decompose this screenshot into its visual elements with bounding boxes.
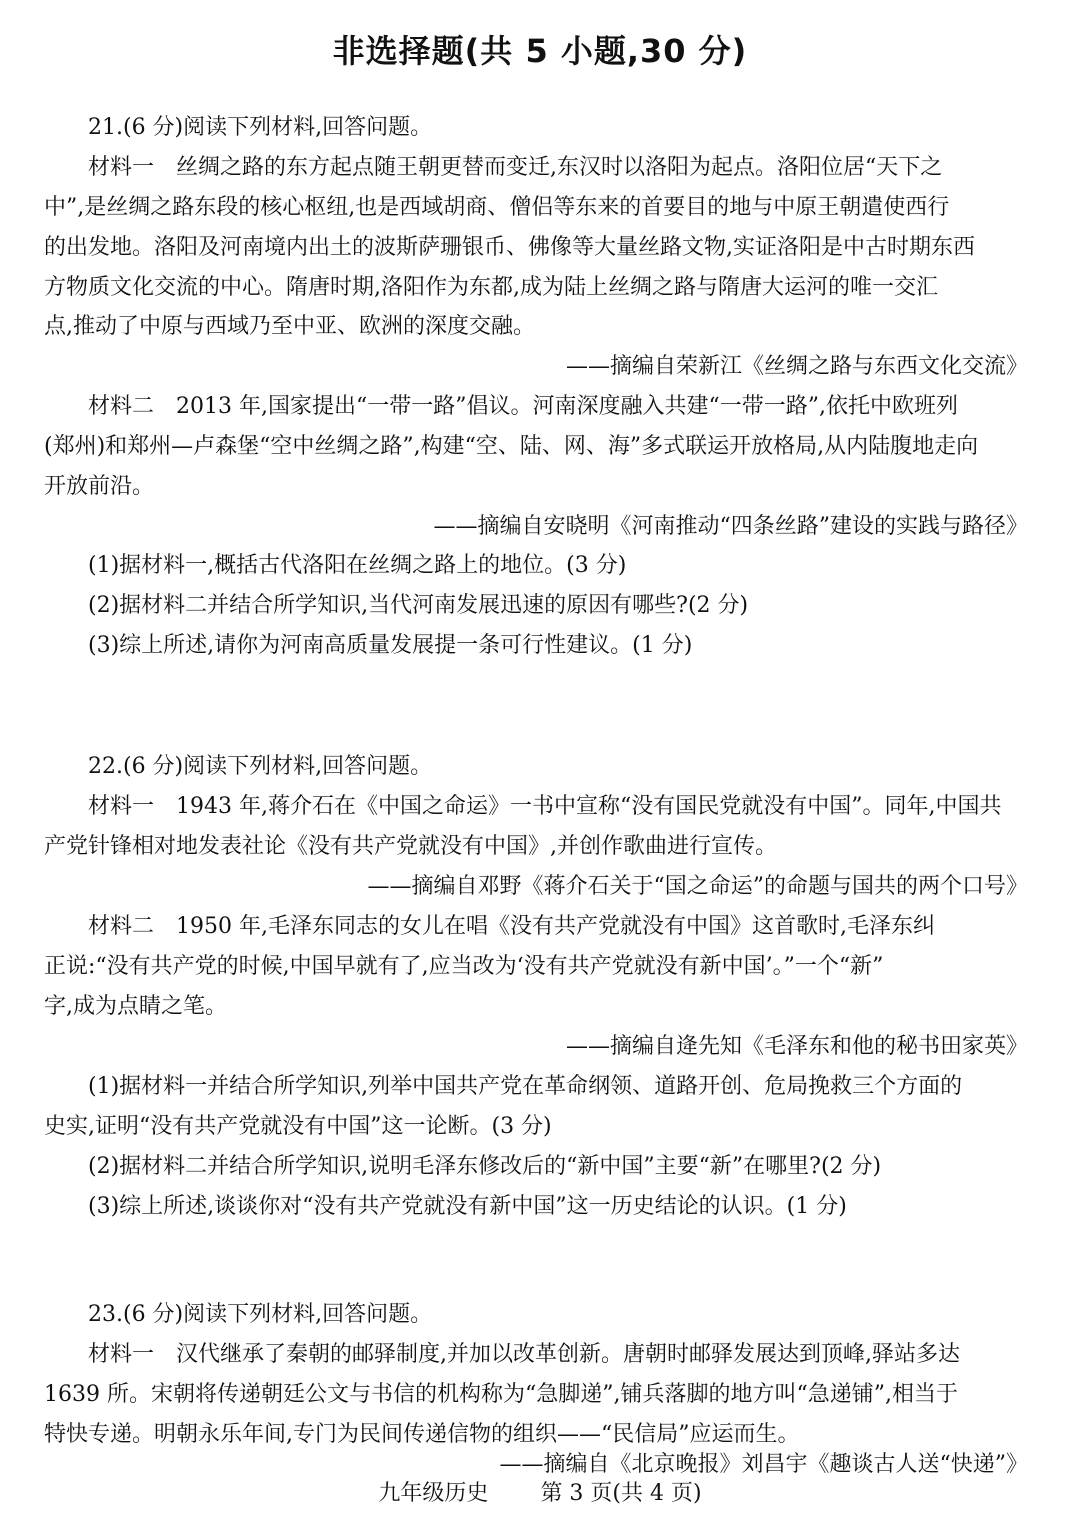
- q22-subquestion: 史实,证明“没有共产党就没有中国”这一论断。(3 分): [44, 1114, 552, 1139]
- q23-heading: 23.(6 分)阅读下列材料,回答问题。: [88, 1302, 433, 1327]
- q21-material1-line: 材料一 丝绸之路的东方起点随王朝更替而变迁,东汉时以洛阳为起点。洛阳位居“天下之: [88, 155, 943, 180]
- q22-material2-line: 材料二 1950 年,毛泽东同志的女儿在唱《没有共产党就没有中国》这首歌时,毛泽东纠: [88, 914, 935, 939]
- q23-material1-line: 特快专递。明朝永乐年间,专门为民间传递信物的组织——“民信局”应运而生。: [44, 1422, 800, 1447]
- q21-subquestion: (2)据材料二并结合所学知识,当代河南发展迅速的原因有哪些?(2 分): [88, 593, 749, 618]
- page-footer: [0, 1476, 1080, 1507]
- q22-material1-line: 产党针锋相对地发表社论《没有共产党就没有中国》,并创作歌曲进行宣传。: [44, 834, 777, 859]
- q21-material2-line: 材料二 2013 年,国家提出“一带一路”倡议。河南深度融入共建“一带一路”,依托中欧班列: [88, 394, 958, 419]
- q22-material2-line: 字,成为点睛之笔。: [44, 994, 227, 1019]
- q22-material1-line: 材料一 1943 年,蒋介石在《中国之命运》一书中宣称“没有国民党就没有中国”。同年,中国共: [88, 794, 1002, 819]
- q22-subquestion: (3)综上所述,谈谈你对“没有共产党就没有新中国”这一历史结论的认识。(1 分): [88, 1194, 847, 1219]
- q21-subquestion: (1)据材料一,概括古代洛阳在丝绸之路上的地位。(3 分): [88, 553, 627, 578]
- footer-subject: 九年级历史: [378, 1481, 489, 1506]
- q23-material1-line: 1639 所。宋朝将传递朝廷公文与书信的机构称为“急脚递”,铺兵落脚的地方叫“急递铺”,相当于: [44, 1382, 958, 1407]
- q22-subquestion: (2)据材料二并结合所学知识,说明毛泽东修改后的“新中国”主要“新”在哪里?(2 分): [88, 1154, 882, 1179]
- q21-source2: ——摘编自安晓明《河南推动“四条丝路”建设的实践与路径》: [433, 514, 1028, 539]
- q21-material2-line: 开放前沿。: [44, 474, 155, 499]
- q21-material2-line: (郑州)和郑州—卢森堡“空中丝绸之路”,构建“空、陆、网、海”多式联运开放格局,从内陆腹地走向: [44, 434, 979, 459]
- q21-material1-line: 中”,是丝绸之路东段的核心枢纽,也是西域胡商、僧侣等东来的首要目的地与中原王朝遣使西行: [44, 195, 950, 220]
- q22-heading: 22.(6 分)阅读下列材料,回答问题。: [88, 754, 433, 779]
- q21-material1-line: 点,推动了中原与西域乃至中亚、欧洲的深度交融。: [44, 314, 535, 339]
- q21-material1-line: 方物质文化交流的中心。隋唐时期,洛阳作为东都,成为陆上丝绸之路与隋唐大运河的唯一交汇: [44, 275, 938, 300]
- q22-source2: ——摘编自逄先知《毛泽东和他的秘书田家英》: [565, 1034, 1028, 1059]
- section-title: 非选择题(共 5 小题,30 分): [332, 32, 748, 70]
- q22-source1: ——摘编自邓野《蒋介石关于“国之命运”的命题与国共的两个口号》: [367, 874, 1028, 899]
- q21-heading: 21.(6 分)阅读下列材料,回答问题。: [88, 115, 433, 140]
- q21-subquestion: (3)综上所述,请你为河南高质量发展提一条可行性建议。(1 分): [88, 633, 693, 658]
- q22-material2-line: 正说:“没有共产党的时候,中国早就有了,应当改为‘没有共产党就没有新中国’。”一个“新”: [44, 954, 884, 979]
- q21-source1: ——摘编自荣新江《丝绸之路与东西文化交流》: [565, 354, 1028, 379]
- q21-material1-line: 的出发地。洛阳及河南境内出土的波斯萨珊银币、佛像等大量丝路文物,实证洛阳是中古时期东西: [44, 235, 975, 260]
- q23-material1-line: 材料一 汉代继承了秦朝的邮驿制度,并加以改革创新。唐朝时邮驿发展达到顶峰,驿站多达: [88, 1342, 960, 1367]
- q22-subquestion: (1)据材料一并结合所学知识,列举中国共产党在革命纲领、道路开创、危局挽救三个方面的: [88, 1074, 963, 1099]
- footer-page-number: 第 3 页(共 4 页): [540, 1481, 702, 1506]
- q23-source1: ——摘编自《北京晚报》刘昌宇《趣谈古人送“快递”》: [499, 1452, 1028, 1477]
